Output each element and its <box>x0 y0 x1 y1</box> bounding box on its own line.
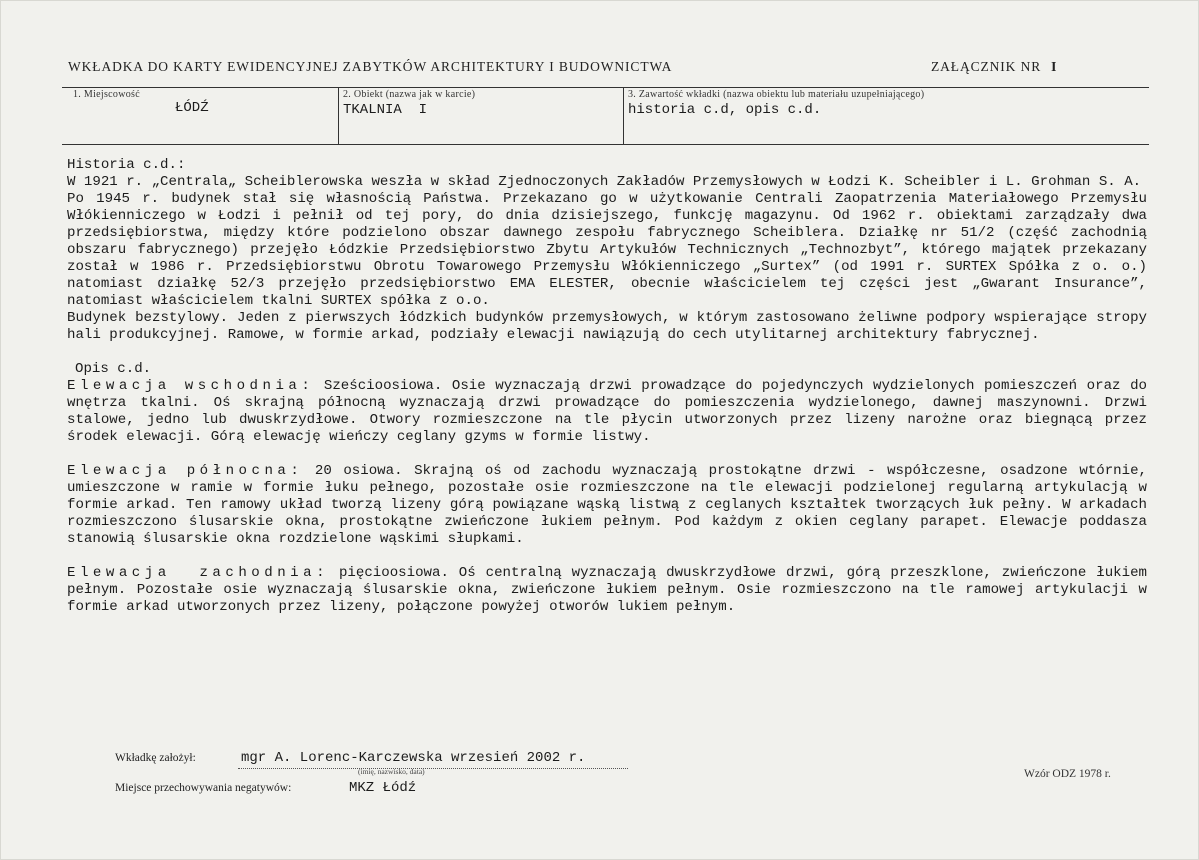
spacer <box>67 446 1147 463</box>
east-elevation-label: Elewacja wschodnia: <box>67 378 315 394</box>
object-label: 2. Obiekt (nazwa jak w karcie) <box>343 89 476 100</box>
form-divider-2 <box>623 87 624 144</box>
west-elevation-text: pięcioosiowa. Oś centralną wyznaczają dwuskrzydłowe drzwi, górą przeszklone, zwieńczone łukiem pełnym. Pozostałe osie wyznaczają ślusarskie okna, zwieńczone łukiem pełnym. Osie rozmieszczono na tle ramowej artykulacji w formie arkad utworzonych przez lizeny, połączone powyżej otworów lukiem pełnym. <box>67 565 1147 615</box>
storage-label: Miejsce przechowywania negatywów: <box>115 782 292 794</box>
storage-value: MKZ Łódź <box>349 780 417 796</box>
author-underline <box>238 768 628 769</box>
east-elevation-text: Sześcioosiowa. Osie wyznaczają drzwi prowadzące do pojedynczych wydzielonych pomieszczeń oraz do wnętrza tkalni. Oś skrajną północną wyznaczają drzwi prowadzące do pomieszczenia wydzielonego, dawnej maszynowni. Drzwi stalowe, jedno lub dwuskrzydłowe. Otwory rozmieszczone na tle płycin utworzonych przez lizeny narożne oraz biegnącą przez środek elewacji. Górą elewację wieńczy ceglany gzyms w formie listwy. <box>67 378 1147 445</box>
north-elevation-paragraph <box>67 463 1147 548</box>
west-elevation-paragraph <box>67 565 1147 616</box>
author-hint: (imię, nazwisko, data) <box>358 767 425 776</box>
spacer <box>67 344 1147 361</box>
east-elevation-paragraph <box>67 378 1147 446</box>
history-heading: Historia c.d.: <box>67 157 186 173</box>
history-paragraph-2: Po 1945 r. budynek stał się własnością Państwa. Przekazano go w użytkowanie Centrali Zaopatrzenia Materiałowego Przemysłu Włókienniczego w Łodzi i pełnił od tej pory, do dnia dzisiejszego, funkcję magazynu. Od 1962 r. obiektami zarządzały dwa przedsiębiorstwa, między które podzielono obszar dawnego zespołu fabrycznego Scheiblera. Działkę nr 51/2 (część zachodnią obszaru fabrycznego) przejęło Łódzkie Przedsiębiorstwo Zbytu Artykułów Technicznych „Technozbyt”, którego majątek przekazany został w 1986 r. Przedsiębiorstwu Obrotu Towarowego Przemysłu Włókienniczego „Surtex” (od 1991 r. SURTEX Spółka z o. o.) natomiast działkę 52/3 przejęło przedsiębiorstwo EMA ELESTER, obecnie właścicielem tej części jest „Gwarant Insurance”, natomiast właścicielem tkalni SURTEX spółka z o.o. <box>67 191 1147 309</box>
appendix-label-text: ZAŁĄCZNIK NR <box>931 59 1042 74</box>
form-divider-1 <box>338 87 339 144</box>
place-label: 1. Miejscowość <box>73 89 140 100</box>
content-value: historia c.d, opis c.d. <box>628 102 822 118</box>
north-elevation-text: 20 osiowa. Skrajną oś od zachodu wyznaczają prostokątne drzwi - współczesne, osadzone wtórnie, umieszczone w ramie w formie łuku pełnego, pozostałe osie rozmieszczone na tle elewacji podzielonej regularną artykulacją w formie arkad. Ten ramowy układ tworzą lizeny górą powiązane wąską listwą z ceglanych kształtek tworzących łuk pełny. W arkadach rozmieszczono ślusarskie okna, prostokątne zwieńczone łukiem pełnym. Pod każdym z okien ceglany parapet. Elewacje poddasza stanowią ślusarskie okna rozdzielone wąskimi słupkami. <box>67 463 1147 547</box>
appendix-label <box>931 59 1057 75</box>
document-body <box>67 157 1147 616</box>
author-value: mgr A. Lorenc-Karczewska wrzesień 2002 r. <box>241 750 586 766</box>
north-elevation-label: Elewacja północna: <box>67 463 304 479</box>
spacer <box>67 548 1147 565</box>
description-heading: Opis c.d. <box>75 361 152 377</box>
content-label: 3. Zawartość wkładki (nazwa obiektu lub materiału uzupełniającego) <box>628 89 925 100</box>
form-code: Wzór ODZ 1978 r. <box>1024 768 1111 780</box>
author-label: Wkładkę założył: <box>115 752 196 764</box>
document-title: WKŁADKA DO KARTY EWIDENCYJNEJ ZABYTKÓW ARCHITEKTURY I BUDOWNICTWA <box>68 59 673 74</box>
form-top-rule <box>62 87 1149 88</box>
place-value: ŁÓDŹ <box>175 100 209 116</box>
object-value: TKALNIA I <box>343 102 428 118</box>
history-paragraph-3: Budynek bezstylowy. Jeden z pierwszych łódzkich budynków przemysłowych, w którym zastosowano żeliwne podpory wspierające stropy hali produkcyjnej. Ramowe, w formie arkad, podziały elewacji nawiązują do cech utylitarnej architektury fabrycznej. <box>67 310 1147 343</box>
history-paragraph-1: W 1921 r. „Centrala„ Scheiblerowska weszła w skład Zjednoczonych Zakładów Przemysłowych w Łodzi K. Scheibler i L. Grohman S. A. <box>67 174 1142 190</box>
west-elevation-label: Elewacja zachodnia: <box>67 565 330 581</box>
form-bottom-rule <box>62 144 1149 145</box>
appendix-number: I <box>1051 59 1058 74</box>
